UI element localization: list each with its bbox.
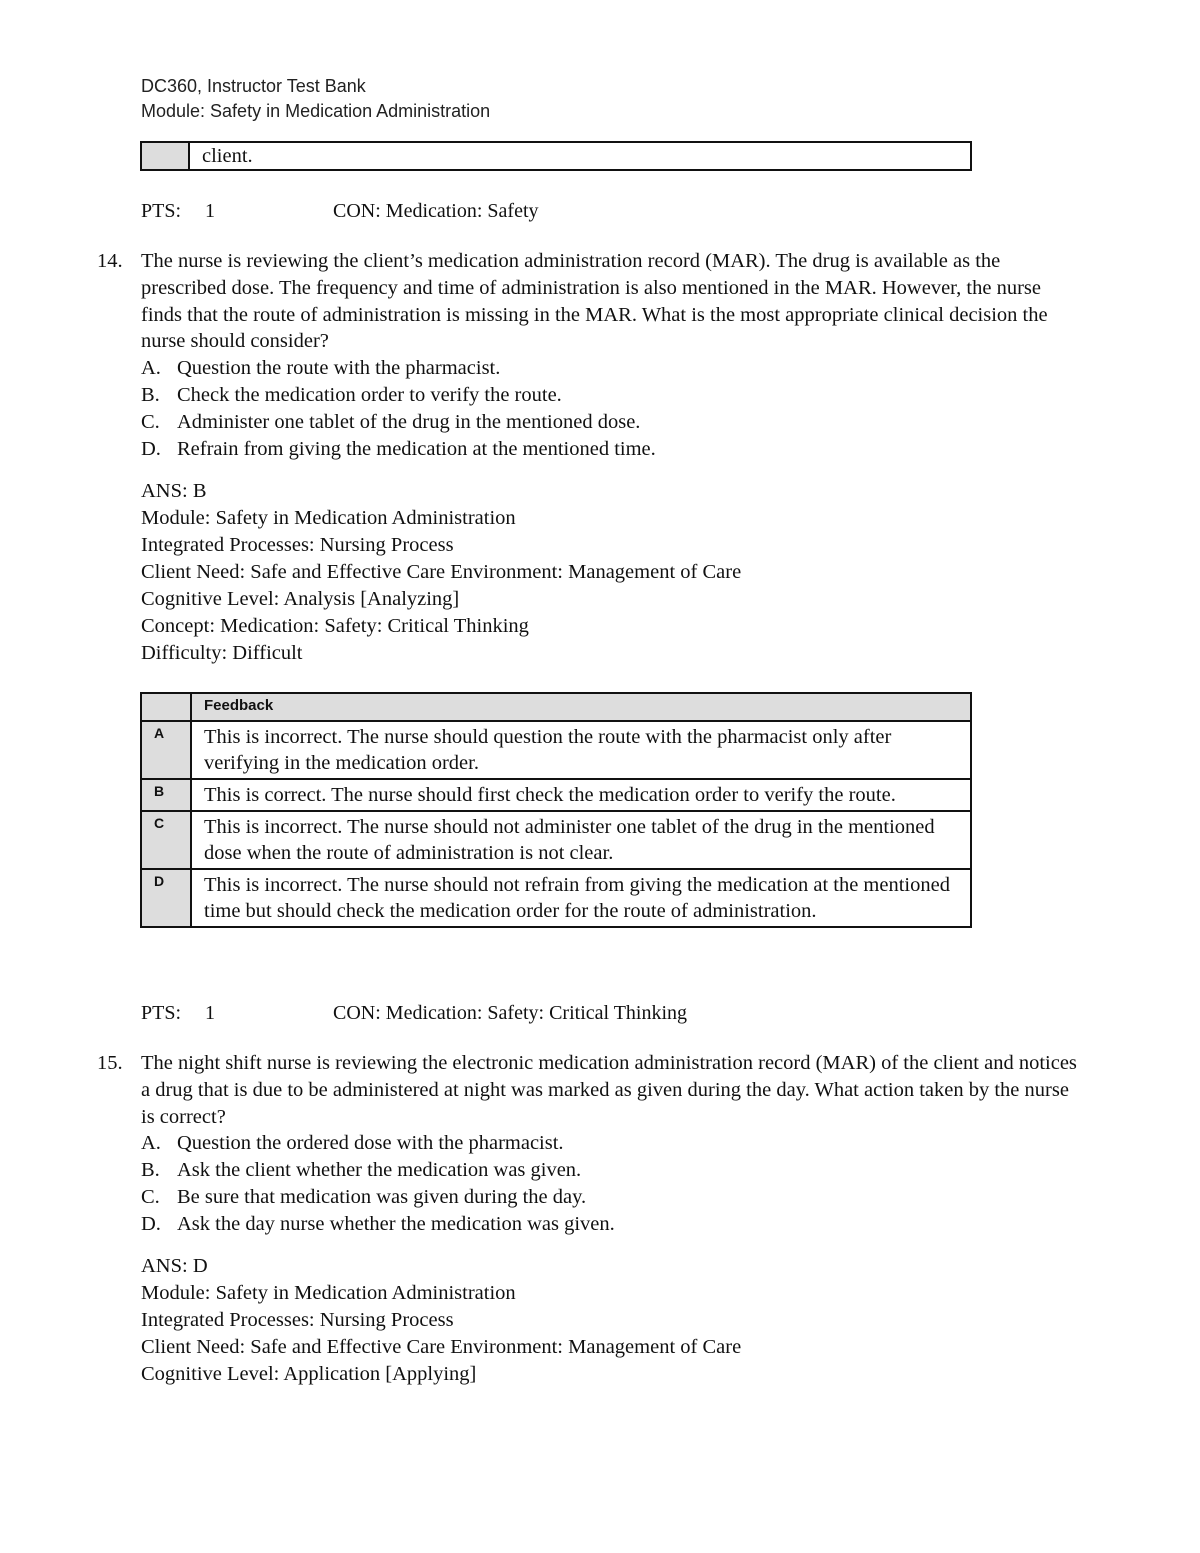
question-15: [97, 1050, 1077, 1238]
feedback-letter: C: [141, 811, 191, 869]
process-line: Integrated Processes: Nursing Process: [141, 1309, 454, 1331]
feedback-letter: A: [141, 721, 191, 779]
feedback-text-cell: client.: [189, 142, 971, 170]
option-a: A. Question the ordered dose with the pharmacist.: [141, 1132, 564, 1155]
feedback-header-row: [141, 693, 971, 721]
pts-label: PTS:: [141, 1002, 182, 1024]
feedback-text: This is incorrect. The nurse should not refrain from giving the medication at the mentioned time but should check the medication order for the route of administration.: [191, 869, 971, 927]
feedback-table: [140, 692, 972, 928]
feedback-letter: B: [141, 779, 191, 811]
option-a: A. Question the route with the pharmacist.: [141, 357, 501, 380]
feedback-letter: D: [141, 869, 191, 927]
cognitive-level-line: Cognitive Level: Application [Applying]: [141, 1363, 477, 1385]
feedback-letter-cell: [141, 142, 189, 170]
concept-line: Concept: Medication: Safety: Critical Thinking: [141, 615, 529, 637]
client-need-line: Client Need: Safe and Effective Care Environment: Management of Care: [141, 561, 742, 583]
feedback-text: This is incorrect. The nurse should not administer one tablet of the drug in the mentioned dose when the route of administration is not clear.: [191, 811, 971, 869]
pts-value: 1: [205, 200, 215, 222]
feedback-text: This is correct. The nurse should first check the medication order to verify the route.: [191, 779, 971, 811]
table-row: [141, 811, 971, 869]
question-number: 15.: [97, 1052, 123, 1074]
answer-line: ANS: B: [141, 480, 207, 502]
header-module: Module: Safety in Medication Administration: [141, 101, 491, 121]
con-label: CON: Medication: Safety: [333, 200, 539, 222]
option-b: B. Ask the client whether the medication was given.: [141, 1159, 582, 1182]
table-row: [141, 869, 971, 927]
table-row: [141, 142, 971, 170]
option-b: B. Check the medication order to verify the route.: [141, 383, 562, 406]
question-14-meta: [141, 478, 741, 667]
feedback-header-letter: [141, 693, 191, 721]
con-label: CON: Medication: Safety: Critical Thinking: [333, 1002, 688, 1024]
table-row: [141, 779, 971, 811]
option-c: C. Administer one tablet of the drug in the mentioned dose.: [141, 410, 641, 433]
feedback-text: This is incorrect. The nurse should question the route with the pharmacist only after verifying in the medication order.: [191, 721, 971, 779]
pts-line-top: [141, 198, 539, 224]
question-number: 14.: [97, 250, 123, 272]
feedback-header: Feedback: [191, 693, 971, 721]
header-course: DC360, Instructor Test Bank: [141, 76, 366, 96]
pts-line-q14: [141, 1000, 688, 1026]
process-line: Integrated Processes: Nursing Process: [141, 534, 454, 556]
option-d: D. Refrain from giving the medication at the mentioned time.: [141, 437, 656, 460]
question-stem: The nurse is reviewing the client’s medication administration record (MAR). The drug is available as the prescribed dose. The frequency and time of administration is also mentioned in the MAR. However, the nurse finds that the route of administration is missing in the MAR. What is the most appropriate clinical decision the nurse should consider?: [141, 250, 1048, 353]
page-header: [141, 74, 490, 124]
difficulty-line: Difficulty: Difficult: [141, 642, 303, 664]
pts-label: PTS:: [141, 200, 182, 222]
table-row: [141, 721, 971, 779]
question-stem: The night shift nurse is reviewing the electronic medication administration record (MAR) of the client and notices a drug that is due to be administered at night was marked as given during the day. What action taken by the nurse is correct?: [141, 1052, 1077, 1128]
pts-value: 1: [205, 1002, 215, 1024]
continued-feedback-table: [140, 141, 972, 171]
question-15-meta: [141, 1253, 741, 1388]
module-line: Module: Safety in Medication Administration: [141, 1282, 516, 1304]
option-c: C. Be sure that medication was given during the day.: [141, 1185, 587, 1208]
option-d: D. Ask the day nurse whether the medication was given.: [141, 1212, 615, 1235]
client-need-line: Client Need: Safe and Effective Care Environment: Management of Care: [141, 1336, 742, 1358]
module-line: Module: Safety in Medication Administration: [141, 507, 516, 529]
cognitive-level-line: Cognitive Level: Analysis [Analyzing]: [141, 588, 460, 610]
question-14: [97, 248, 1077, 462]
answer-line: ANS: D: [141, 1255, 208, 1277]
